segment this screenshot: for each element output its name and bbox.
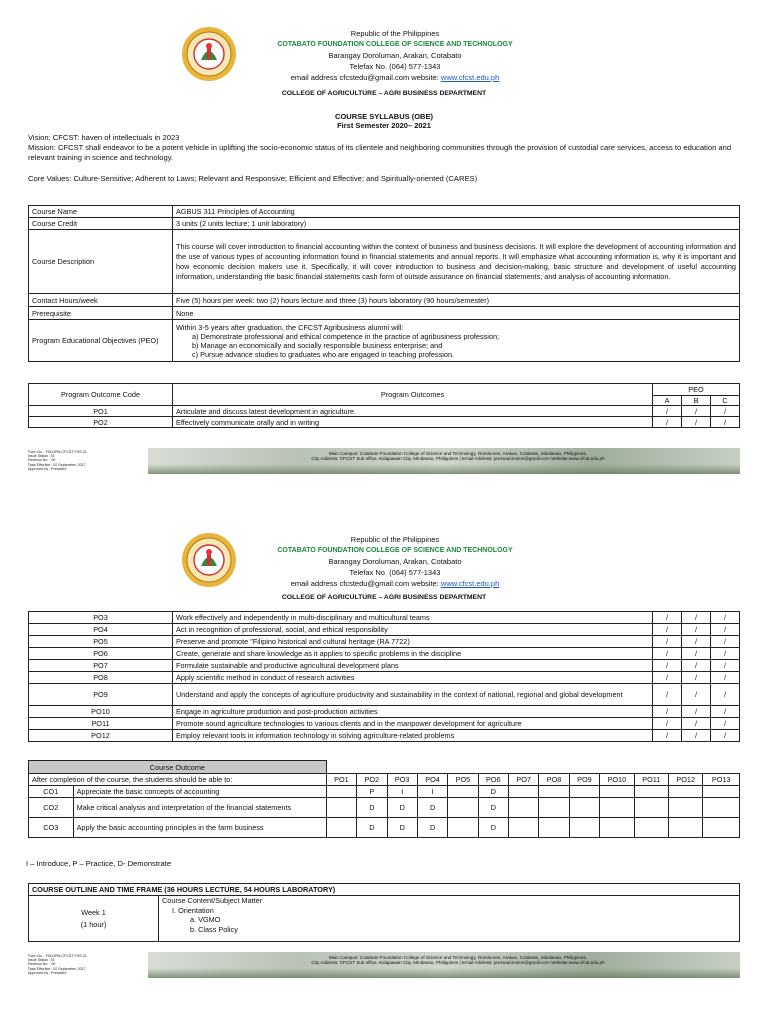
table-row	[29, 672, 740, 684]
peo-mark: /	[682, 624, 711, 636]
peo-mark: /	[682, 684, 711, 706]
department-title: COLLEGE OF AGRICULTURE – AGRI BUSINESS DEPARTMENT	[281, 90, 487, 97]
approved-by: Approved by : President	[28, 466, 67, 471]
co-text: Apply the basic accounting principles in the farm business	[73, 818, 326, 838]
footer-banner	[148, 448, 740, 474]
peo-item: c) Pursue advance studies to graduates who are engaged in teaching profession.	[192, 349, 455, 359]
semester-title: First Semester 2020– 2021	[337, 121, 431, 130]
peo-mark: /	[682, 406, 711, 417]
po-text: Preserve and promote "Filipino historical and cultural heritage (RA 7722)	[173, 636, 653, 648]
co-mark	[703, 798, 740, 818]
co-mark	[569, 798, 599, 818]
co-mark: D	[357, 818, 387, 838]
peo-mark: /	[682, 672, 711, 684]
table-row	[29, 218, 740, 230]
page-1	[0, 0, 768, 500]
table-row	[29, 684, 740, 706]
republic-line: Republic of the Philippines	[350, 29, 440, 38]
footer-city-address: City Address: CFCST Sub office, Kidapawan City, Mindanao, Philippines | Email Address: presoammelon@gmail.com Website:www.cfcst.edu.ph	[311, 456, 605, 462]
topic-orientation: I. Orientation	[172, 905, 214, 915]
footer-main-campus: Main Campus: Cotabato Foundation College of Science and Technology, Doroluman, Arakan, Cotabato, Mindanao, Philippines.	[328, 955, 588, 960]
po-code: PO9	[29, 684, 173, 706]
peo-mark: /	[682, 636, 711, 648]
po-code: PO1	[29, 406, 173, 417]
row-label: Course Credit	[29, 218, 173, 230]
co-mark: D	[478, 786, 508, 798]
po-code: PO4	[29, 624, 173, 636]
peo-mark: /	[653, 417, 682, 428]
peo-mark: /	[653, 648, 682, 660]
table-row	[29, 417, 740, 428]
po-text: Engage in agriculture production and post-production activities	[173, 706, 653, 718]
po-text: Employ relevant tools in information technology in solving agriculture-related problems	[173, 730, 653, 742]
po-col-header: PO13	[703, 774, 740, 786]
table-row	[29, 406, 740, 417]
po-col-header: PO11	[634, 774, 668, 786]
letterhead	[0, 0, 768, 90]
table-header-row	[29, 774, 740, 786]
row-value: AGBUS 311 Principles of Accounting	[173, 206, 740, 218]
co-mark	[600, 818, 634, 838]
co-mark	[326, 786, 356, 798]
email-label: email address cfcstedu@gmail.com website:	[290, 579, 441, 588]
peo-mark: /	[711, 684, 740, 706]
program-outcomes-table-1	[28, 383, 740, 428]
table-row	[29, 294, 740, 307]
program-outcomes-table-2	[28, 611, 740, 742]
table-header-row	[29, 384, 740, 396]
co-mark	[539, 818, 569, 838]
co-mark	[703, 818, 740, 838]
co-code: CO2	[29, 798, 74, 818]
school-address: Barangay Doroluman, Arakan, Cotabato	[328, 51, 462, 60]
revision-no: Revision No. : 00	[28, 458, 56, 463]
department-title: COLLEGE OF AGRICULTURE – AGRI BUSINESS DEPARTMENT	[281, 594, 487, 601]
college-seal-icon	[181, 532, 237, 588]
peo-mark: /	[711, 730, 740, 742]
row-label: Contact Hours/week	[29, 294, 173, 307]
college-seal-icon	[181, 26, 237, 82]
website-link[interactable]: www.cfcst.edu.ph	[440, 73, 500, 82]
footer-banner	[148, 952, 740, 978]
vision-text: Vision: CFCST: haven of intellectuals in 2023	[28, 133, 180, 142]
table-row	[29, 786, 740, 798]
co-mark	[448, 818, 478, 838]
peo-mark: /	[711, 636, 740, 648]
po-col-header: PO3	[387, 774, 417, 786]
co-mark	[634, 798, 668, 818]
po-text: Articulate and discuss latest development in agriculture	[173, 406, 653, 417]
peo-intro: Within 3-5 years after graduation, the CFCST Agribusiness alumni will:	[176, 322, 404, 332]
co-mark	[668, 786, 702, 798]
footer-address	[188, 955, 728, 966]
po-text: Create, generate and share knowledge as it applies to specific problems in the discipline	[173, 648, 653, 660]
peo-mark: /	[711, 706, 740, 718]
peo-mark: /	[653, 406, 682, 417]
republic-line: Republic of the Philippines	[350, 535, 440, 544]
table-row	[29, 636, 740, 648]
outline-title: COURSE OUTLINE AND TIME FRAME (36 HOURS LECTURE, 54 HOURS LABORATORY)	[29, 884, 740, 896]
po-col-header: PO9	[569, 774, 599, 786]
row-label: Prerequisite	[29, 307, 173, 320]
mission-text: Mission: CFCST shall endeavor to be a potent vehicle in uplifting the socio-economic status of its clientele and neighboring communities through the provision of custodial care services, access to education and relevant training in science and technology.	[28, 143, 732, 162]
form-no: Form No. : FM-DPM-CFCST FSS-01	[28, 450, 87, 454]
course-outline-table	[28, 883, 740, 942]
co-mark	[539, 798, 569, 818]
core-values-text: Core Values: Culture-Sensitive; Adherent to Laws; Relevant and Responsive; Efficient and Effective; and Spiritually-oriented (CARES)	[28, 174, 478, 183]
table-row	[29, 818, 740, 838]
po-code: PO11	[29, 718, 173, 730]
letterhead-text	[230, 28, 560, 83]
peo-mark: /	[653, 672, 682, 684]
website-link[interactable]: www.cfcst.edu.ph	[440, 579, 500, 588]
co-mark	[326, 818, 356, 838]
po-code: PO8	[29, 672, 173, 684]
program-outcomes-body	[29, 612, 740, 742]
subtopic-class-policy: b. Class Policy	[190, 924, 238, 934]
date-effective: Date Effective : 20 September, 2017	[28, 462, 86, 467]
po-col-header: PO5	[448, 774, 478, 786]
table-row	[29, 718, 740, 730]
po-code: PO6	[29, 648, 173, 660]
col-header-code: Program Outcome Code	[29, 384, 173, 406]
co-mark	[509, 786, 539, 798]
co-mark: D	[478, 798, 508, 818]
peo-mark: /	[653, 730, 682, 742]
co-mark	[569, 786, 599, 798]
co-code: CO1	[29, 786, 74, 798]
table-row	[29, 660, 740, 672]
peo-mark: /	[682, 417, 711, 428]
peo-mark: /	[653, 706, 682, 718]
co-mark	[600, 798, 634, 818]
col-header-peo: PEO	[653, 384, 740, 396]
table-row	[29, 730, 740, 742]
row-value: Five (5) hours per week: two (2) hours lecture and three (3) hours laboratory (90 hours/semester)	[173, 294, 740, 307]
peo-mark: /	[653, 636, 682, 648]
footer-main-campus: Main Campus: Cotabato Foundation College of Science and Technology, Doroluman, Arakan, Cotabato, Mindanao, Philippines.	[328, 451, 588, 456]
landscape-image	[148, 464, 740, 474]
co-mark: P	[357, 786, 387, 798]
peo-mark: /	[682, 648, 711, 660]
co-mark	[668, 818, 702, 838]
content-head: Course Content/Subject Matter	[162, 896, 263, 905]
po-text: Effectively communicate orally and in writing	[173, 417, 653, 428]
peo-item: a) Demonstrate professional and ethical competence in the practice of agribusiness profession;	[192, 331, 500, 341]
co-mark	[634, 818, 668, 838]
table-row	[29, 648, 740, 660]
co-mark: D	[387, 818, 417, 838]
co-text: Make critical analysis and interpretation of the financial statements	[73, 798, 326, 818]
po-col-header: PO1	[326, 774, 356, 786]
po-col-header: PO8	[539, 774, 569, 786]
co-mark	[634, 786, 668, 798]
po-col-header: PO10	[600, 774, 634, 786]
co-mark	[448, 786, 478, 798]
po-code: PO12	[29, 730, 173, 742]
telefax: Telefax No. (064) 577-1343	[349, 568, 441, 577]
form-meta	[28, 954, 146, 978]
col-header-a: A	[653, 396, 682, 406]
co-mark	[326, 798, 356, 818]
table-row	[29, 896, 740, 942]
po-text: Formulate sustainable and productive agricultural development plans	[173, 660, 653, 672]
date-effective: Date Effective : 20 September, 2017	[28, 966, 86, 971]
po-text: Understand and apply the concepts of agriculture productivity and sustainability in the context of national, regional and global development	[173, 684, 653, 706]
table-row	[29, 798, 740, 818]
co-mark: D	[387, 798, 417, 818]
table-header-row	[29, 761, 740, 774]
co-code: CO3	[29, 818, 74, 838]
co-mark	[668, 798, 702, 818]
form-meta	[28, 450, 146, 474]
peo-mark: /	[711, 648, 740, 660]
week-hours: (1 hour)	[80, 919, 107, 929]
issue-status: Issue Status : 01	[28, 958, 55, 963]
po-code: PO10	[29, 706, 173, 718]
letterhead-page-2	[0, 506, 768, 596]
row-value: This course will cover introduction to financial accounting within the context of business and business decisions. It will explore the development of accounting information and the use of various types of accounting information found in financial statements and annual reports. It will emphasize what accounting information is, why it is important and how economic decision makers use it. Specifically, it will cover introduction to business and decision-making, basic structure and development of useful accounting information, understanding the basic financial statements cash form of outside assurance on financial statements; and analysis of accounting information.	[173, 230, 740, 294]
peo-mark: /	[653, 612, 682, 624]
contact-line	[230, 72, 560, 83]
co-mark: I	[417, 786, 447, 798]
subtopic-vgmo: a. VGMO	[190, 915, 221, 924]
peo-mark: /	[711, 672, 740, 684]
peo-mark: /	[653, 660, 682, 672]
course-info-table	[28, 205, 740, 362]
letterhead-text	[230, 534, 560, 589]
po-col-header: PO12	[668, 774, 702, 786]
po-code: PO3	[29, 612, 173, 624]
footer-address	[188, 451, 728, 462]
col-header-c: C	[711, 396, 740, 406]
co-mark: D	[417, 818, 447, 838]
syllabus-title: COURSE SYLLABUS (OBE)	[335, 112, 433, 121]
co-mark: D	[417, 798, 447, 818]
issue-status: Issue Status : 01	[28, 454, 55, 459]
content-cell	[159, 896, 740, 942]
po-code: PO5	[29, 636, 173, 648]
po-col-header: PO6	[478, 774, 508, 786]
telefax: Telefax No. (064) 577-1343	[349, 62, 441, 71]
peo-mark: /	[711, 406, 740, 417]
week-label: Week 1	[81, 907, 106, 917]
page-footer	[28, 952, 740, 978]
peo-mark: /	[682, 612, 711, 624]
week-cell	[29, 896, 159, 942]
row-label: Course Description	[29, 230, 173, 294]
row-label: Course Name	[29, 206, 173, 218]
co-text: Appreciate the basic concepts of accounting	[73, 786, 326, 798]
peo-mark: /	[711, 718, 740, 730]
table-row	[29, 230, 740, 294]
course-outcome-title: Course Outcome	[29, 761, 327, 774]
peo-mark: /	[711, 417, 740, 428]
email-label: email address cfcstedu@gmail.com website:	[290, 73, 441, 82]
table-row	[29, 320, 740, 362]
co-mark	[509, 798, 539, 818]
peo-mark: /	[711, 624, 740, 636]
row-label: Program Educational Objectives (PEO)	[29, 320, 173, 362]
peo-mark: /	[653, 624, 682, 636]
course-outcomes-table	[28, 760, 740, 838]
peo-mark: /	[682, 706, 711, 718]
form-no: Form No. : FM-DPM-CFCST FSS-01	[28, 954, 87, 958]
po-text: Promote sound agriculture technologies to various clients and in the manpower development for agriculture	[173, 718, 653, 730]
co-mark: D	[478, 818, 508, 838]
po-code: PO2	[29, 417, 173, 428]
table-row	[29, 307, 740, 320]
po-col-header: PO2	[357, 774, 387, 786]
peo-mark: /	[653, 684, 682, 706]
co-mark	[509, 818, 539, 838]
co-mark	[600, 786, 634, 798]
po-text: Apply scientific method in conduct of research activities	[173, 672, 653, 684]
co-mark	[539, 786, 569, 798]
po-col-header: PO7	[509, 774, 539, 786]
table-row	[29, 624, 740, 636]
school-name: COTABATO FOUNDATION COLLEGE OF SCIENCE AND TECHNOLOGY	[277, 41, 513, 48]
co-mark	[448, 798, 478, 818]
peo-mark: /	[682, 718, 711, 730]
page-footer	[28, 448, 740, 474]
school-address: Barangay Doroluman, Arakan, Cotabato	[328, 557, 462, 566]
po-code: PO7	[29, 660, 173, 672]
co-mark: D	[357, 798, 387, 818]
col-header-b: B	[682, 396, 711, 406]
table-row	[29, 706, 740, 718]
peo-item: b) Manage an economically and socially responsible business enterprise; and	[192, 340, 443, 350]
approved-by: Approved by : President	[28, 970, 67, 975]
course-outcome-intro: After completion of the course, the students should be able to:	[29, 774, 327, 786]
blank-cell	[326, 761, 739, 774]
row-value: None	[173, 307, 740, 320]
co-mark	[569, 818, 599, 838]
table-row	[29, 612, 740, 624]
contact-line	[230, 578, 560, 589]
landscape-image	[148, 968, 740, 978]
po-text: Act in recognition of professional, social, and ethical responsibility	[173, 624, 653, 636]
co-mark: I	[387, 786, 417, 798]
footer-city-address: City Address: CFCST Sub office, Kidapawan City, Mindanao, Philippines | Email Address: presoammelon@gmail.com Website:www.cfcst.edu.ph	[311, 960, 605, 966]
peo-cell	[173, 320, 740, 362]
peo-mark: /	[653, 718, 682, 730]
row-value: 3 units (2 units lecture; 1 unit laboratory)	[173, 218, 740, 230]
peo-mark: /	[682, 730, 711, 742]
po-text: Work effectively and independently in multi-disciplinary and multicultural teams	[173, 612, 653, 624]
co-mark	[703, 786, 740, 798]
revision-no: Revision No. : 00	[28, 962, 56, 967]
po-col-header: PO4	[417, 774, 447, 786]
peo-mark: /	[711, 660, 740, 672]
school-name: COTABATO FOUNDATION COLLEGE OF SCIENCE AND TECHNOLOGY	[277, 547, 513, 554]
peo-mark: /	[682, 660, 711, 672]
peo-mark: /	[711, 612, 740, 624]
col-header-outcomes: Program Outcomes	[173, 384, 653, 406]
table-row	[29, 206, 740, 218]
legend-text: I – Introduce, P – Practice, D- Demonstrate	[26, 859, 172, 868]
table-header-row	[29, 884, 740, 896]
